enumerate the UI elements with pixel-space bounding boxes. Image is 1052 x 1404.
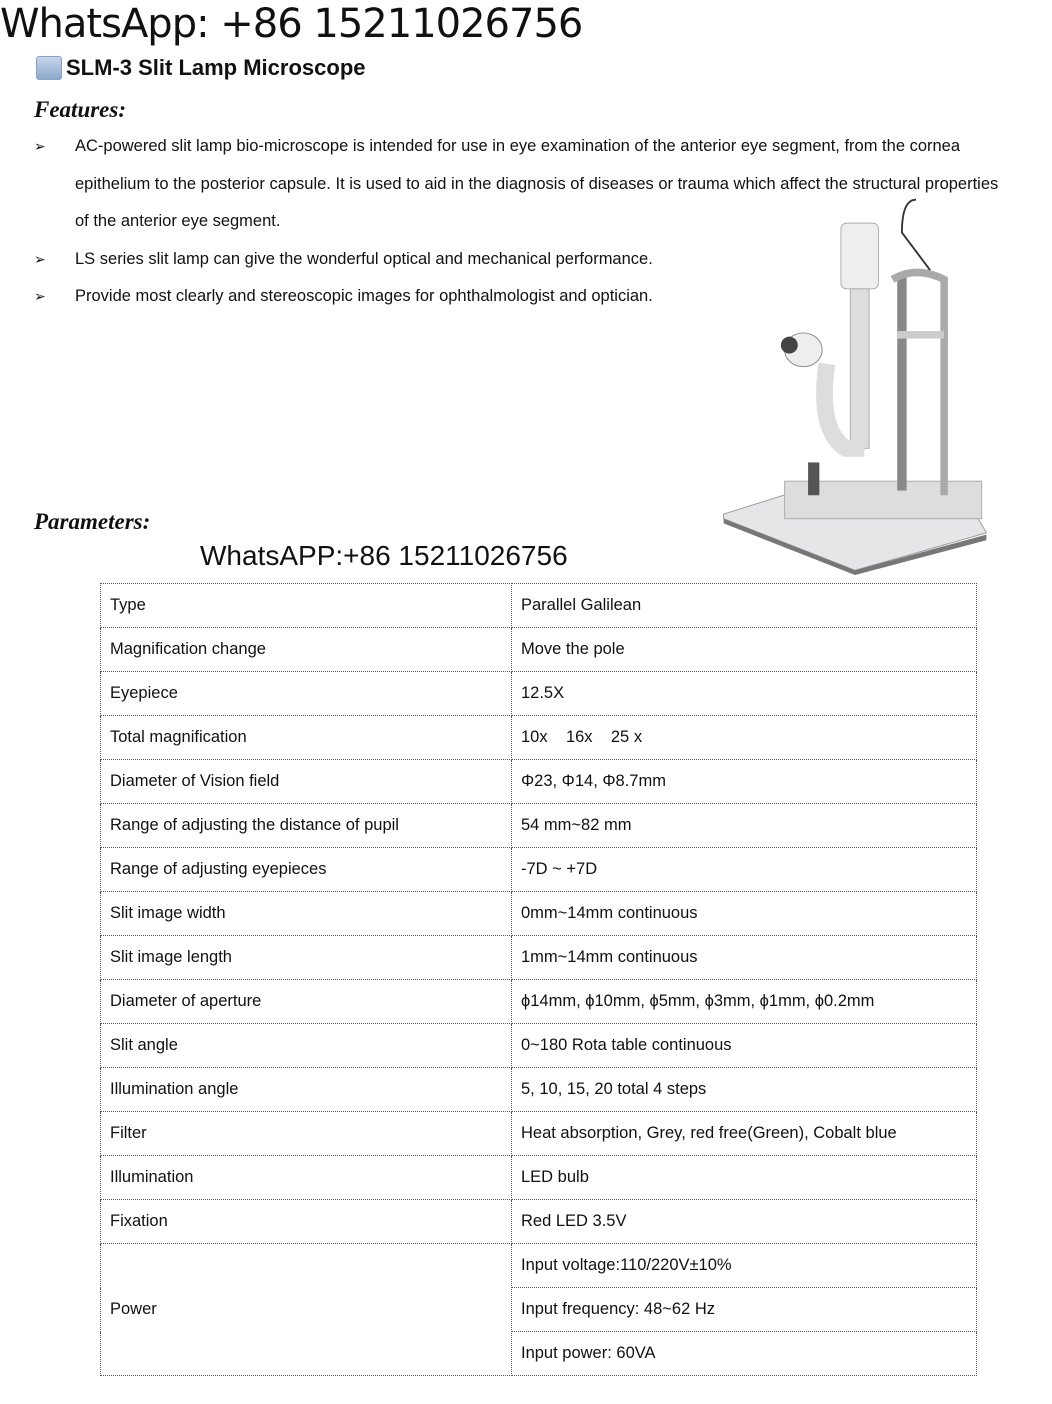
param-name: Type <box>101 584 512 628</box>
parameters-table <box>100 583 977 1376</box>
param-name: Range of adjusting eyepieces <box>101 848 512 892</box>
param-value: 54 mm~82 mm <box>512 804 977 848</box>
param-value: Heat absorption, Grey, red free(Green), Cobalt blue <box>512 1112 977 1156</box>
table-row <box>101 1112 977 1156</box>
param-name: Illumination <box>101 1156 512 1200</box>
param-value: Input power: 60VA <box>512 1332 977 1376</box>
feature-text: AC-powered slit lamp bio-microscope is intended for use in eye examination of the anterior eye segment, from the cornea epithelium to the posterior capsule. It is used to aid in the diagnosis of diseases or trauma which affect the structural properties of the anterior eye segment. <box>75 137 999 230</box>
param-name: Range of adjusting the distance of pupil <box>101 804 512 848</box>
param-value: Input voltage:110/220V±10% <box>512 1244 977 1288</box>
param-name: Eyepiece <box>101 672 512 716</box>
table-row <box>101 584 977 628</box>
param-name: Slit image length <box>101 936 512 980</box>
bullet-arrow-icon: ➢ <box>34 250 46 267</box>
param-value: Move the pole <box>512 628 977 672</box>
table-row <box>101 1156 977 1200</box>
watermark: WhatsAPP:+86 15211026756 <box>200 540 568 571</box>
table-row <box>101 980 977 1024</box>
table-row <box>101 804 977 848</box>
param-name: Slit angle <box>101 1024 512 1068</box>
param-value: 12.5X <box>512 672 977 716</box>
param-name: Illumination angle <box>101 1068 512 1112</box>
param-value: 0mm~14mm continuous <box>512 892 977 936</box>
param-value: Input frequency: 48~62 Hz <box>512 1288 977 1332</box>
title-text: SLM-3 Slit Lamp Microscope <box>66 55 366 80</box>
bullet-arrow-icon: ➢ <box>34 288 46 304</box>
table-row <box>101 848 977 892</box>
parameters-heading: Parameters: <box>34 509 151 534</box>
param-value: Red LED 3.5V <box>512 1200 977 1244</box>
table-row <box>101 1068 977 1112</box>
param-name: Filter <box>101 1112 512 1156</box>
page-title <box>36 54 366 82</box>
feature-text: Provide most clearly and stereoscopic images for ophthalmologist and optician. <box>75 287 653 305</box>
param-value: ϕ14mm, ϕ10mm, ϕ5mm, ϕ3mm, ϕ1mm, ϕ0.2mm <box>512 980 977 1024</box>
param-value: 5, 10, 15, 20 total 4 steps <box>512 1068 977 1112</box>
table-row <box>101 892 977 936</box>
param-name: Slit image width <box>101 892 512 936</box>
param-value: -7D ~ +7D <box>512 848 977 892</box>
param-value: 0~180 Rota table continuous <box>512 1024 977 1068</box>
param-value: Parallel Galilean <box>512 584 977 628</box>
feature-text: LS series slit lamp can give the wonderful optical and mechanical performance. <box>75 249 653 268</box>
table-row <box>101 716 977 760</box>
param-name: Total magnification <box>101 716 512 760</box>
param-value: 1mm~14mm continuous <box>512 936 977 980</box>
table-row <box>101 1244 977 1288</box>
param-name: Fixation <box>101 1200 512 1244</box>
param-name: Magnification change <box>101 628 512 672</box>
param-value: Φ23, Φ14, Φ8.7mm <box>512 760 977 804</box>
features-heading: Features: <box>34 97 126 122</box>
table-row <box>101 936 977 980</box>
watermark: WhatsApp: +86 15211026756 <box>0 1 583 47</box>
table-row <box>101 1200 977 1244</box>
param-name: Diameter of aperture <box>101 980 512 1024</box>
param-value: 10x 16x 25 x <box>512 716 977 760</box>
param-name: Diameter of Vision field <box>101 760 512 804</box>
table-row <box>101 760 977 804</box>
table-row <box>101 1024 977 1068</box>
table-row <box>101 628 977 672</box>
param-name: Power <box>101 1244 512 1376</box>
table-row <box>101 672 977 716</box>
slit-lamp-image <box>705 195 1005 575</box>
bullet-arrow-icon: ➢ <box>34 138 46 154</box>
image-placeholder-icon <box>36 56 62 80</box>
param-value: LED bulb <box>512 1156 977 1200</box>
